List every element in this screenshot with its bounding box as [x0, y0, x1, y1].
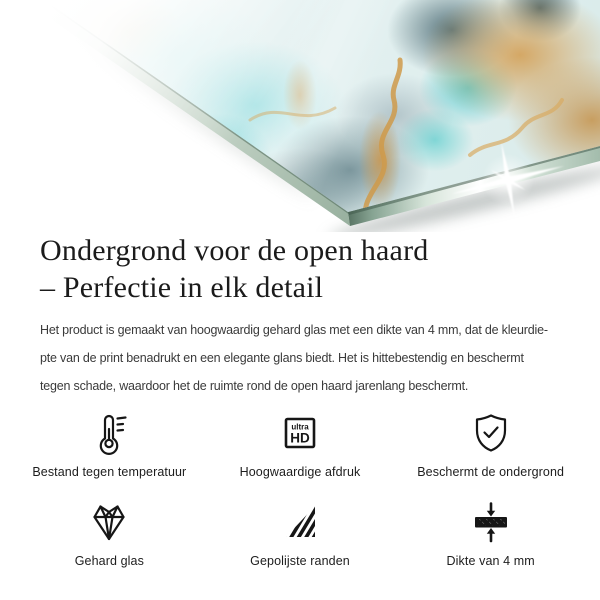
feature-label: Gepolijste randen — [250, 554, 350, 568]
feature-label: Beschermt de ondergrond — [417, 465, 565, 479]
feature-label: Gehard glas — [74, 554, 144, 568]
product-text-section — [0, 232, 600, 568]
svg-text:ultra: ultra — [291, 422, 309, 432]
diamond-icon — [86, 499, 132, 545]
shield-check-icon — [468, 410, 514, 456]
ultra-hd-icon — [277, 410, 323, 456]
page-title: Ondergrond voor de open haard – Perfectie in elk detail — [40, 234, 429, 304]
feature-protects-surface — [395, 410, 586, 479]
sparkle-glint-icon — [438, 110, 578, 232]
polished-edges-icon — [277, 499, 323, 545]
feature-tempered-glass — [14, 499, 205, 568]
thickness-press-icon — [468, 499, 514, 545]
feature-temperature — [14, 410, 205, 479]
feature-thickness — [395, 499, 586, 568]
thermometer-icon — [86, 410, 132, 456]
product-photo — [0, 0, 600, 232]
svg-text:HD: HD — [290, 430, 310, 446]
feature-polished-edges — [205, 499, 396, 568]
features-grid — [14, 410, 586, 568]
feature-print-quality — [205, 410, 396, 479]
feature-label: Hoogwaardige afdruk — [239, 465, 361, 479]
feature-label: Bestand tegen temperatuur — [32, 465, 187, 479]
product-description: Het product is gemaakt van hoogwaardig gehard glas met een dikte van 4 mm, dat de kleurdie- pte van de print benadrukt en een elegante glans biedt. Het is hittebestendig en beschermt tegen schade, waardoor het de ruimte rond de open haard jarenlang beschermt. — [40, 323, 548, 393]
feature-label: Dikte van 4 mm — [446, 554, 535, 568]
